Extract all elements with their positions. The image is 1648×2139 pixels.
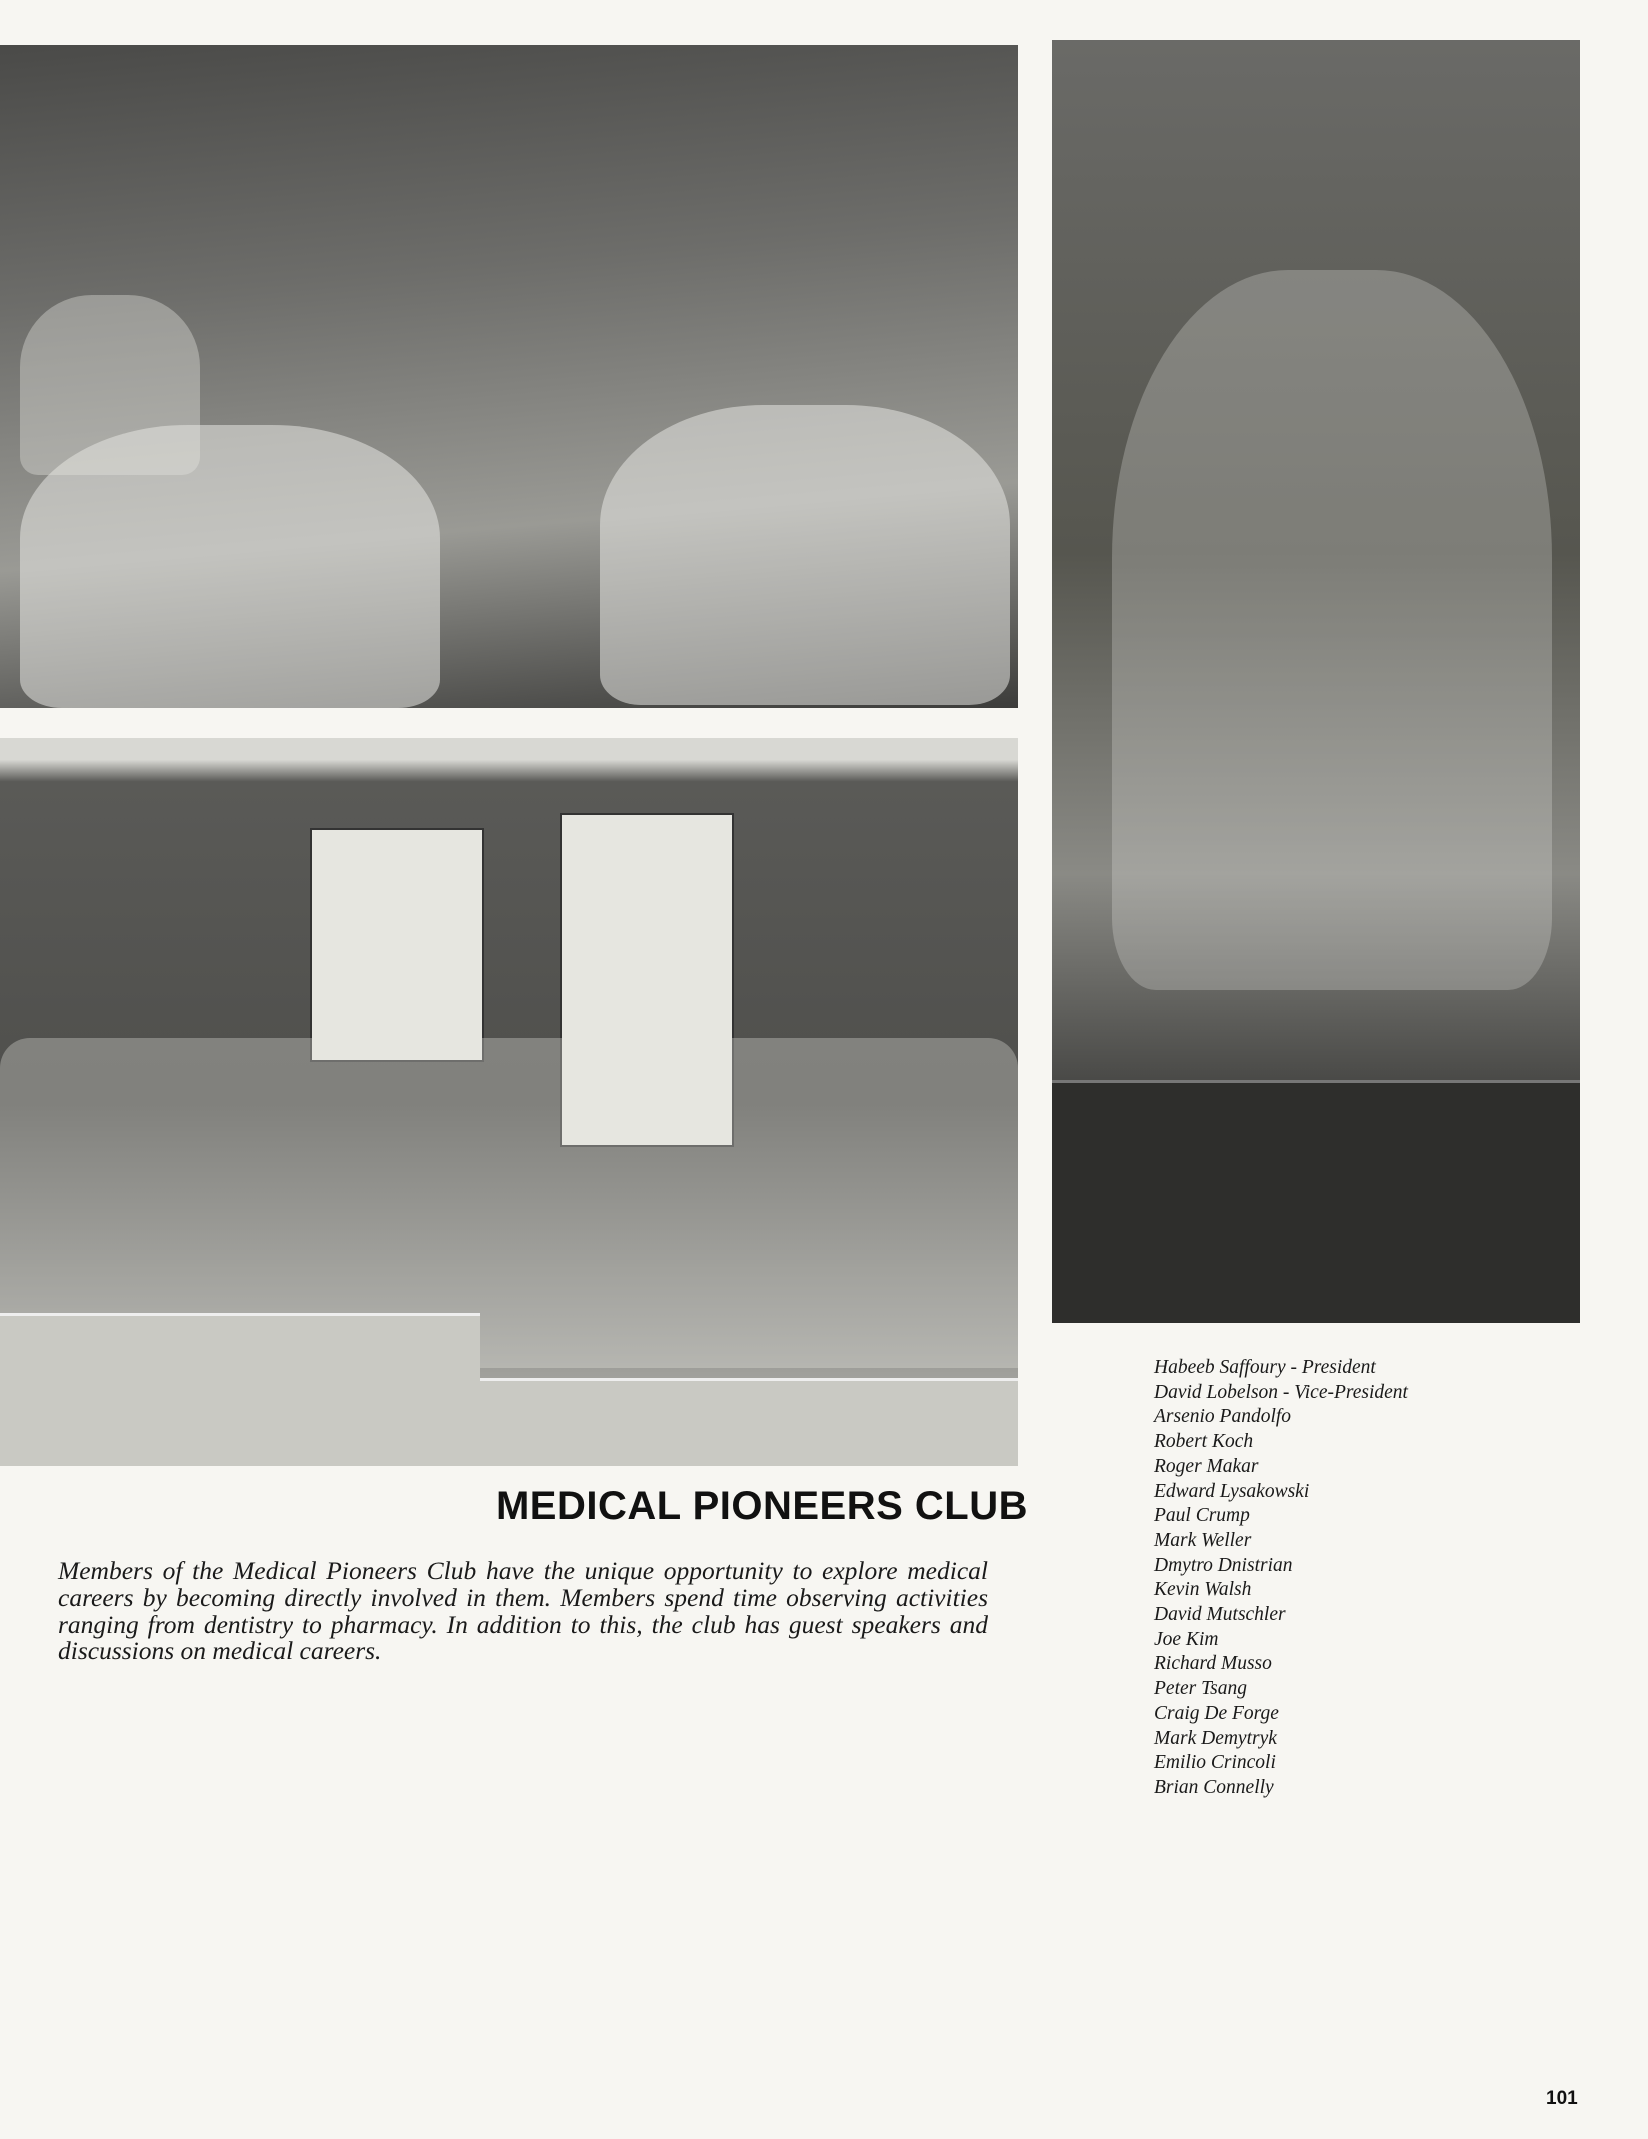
roster-item: David Mutschler (1154, 1604, 1286, 1626)
roster-item: Richard Musso (1154, 1653, 1272, 1675)
lab-bench (480, 1378, 1018, 1466)
roster-item: David Lobelson - Vice-President (1154, 1381, 1408, 1403)
roster-item: Edward Lysakowski (1154, 1480, 1310, 1502)
roster-item: Peter Tsang (1154, 1678, 1247, 1700)
roster-item: Craig De Forge (1154, 1702, 1279, 1724)
chemistry-chart (310, 828, 484, 1062)
roster-item: Emilio Crincoli (1154, 1752, 1276, 1774)
photo-lab-bench-students (0, 45, 1018, 708)
student-figure (600, 405, 1010, 705)
photo-club-group (0, 738, 1018, 1466)
page-number: 101 (1546, 2088, 1578, 2109)
student-figure (1112, 270, 1552, 990)
roster-item: Paul Crump (1154, 1505, 1250, 1527)
club-description: Members of the Medical Pioneers Club have the unique opportunity to explore medical careers by becoming directly involved in them. Members spend time observing activities ranging from dentistry to pharmacy. In addition to this, the club has guest speakers and discussions on medical careers. (58, 1556, 988, 1666)
roster-item: Dmytro Dnistrian (1154, 1554, 1293, 1576)
member-roster (1154, 1356, 1408, 1801)
lab-counter (1052, 1080, 1580, 1323)
student-figure (20, 295, 200, 475)
roster-item: Mark Weller (1154, 1529, 1252, 1551)
roster-item: Robert Koch (1154, 1431, 1254, 1453)
roster-item: Mark Demytryk (1154, 1727, 1277, 1749)
roster-item: Arsenio Pandolfo (1154, 1406, 1292, 1428)
photo-student-at-sink (1052, 40, 1580, 1323)
roster-item: Kevin Walsh (1154, 1579, 1252, 1601)
lab-bench (0, 1313, 480, 1466)
roster-item: Brian Connelly (1154, 1776, 1274, 1798)
club-title: MEDICAL PIONEERS CLUB (495, 1484, 1028, 1528)
roster-item: Roger Makar (1154, 1455, 1259, 1477)
roster-item: Joe Kim (1154, 1628, 1219, 1650)
roster-item: Habeeb Saffoury - President (1154, 1357, 1376, 1378)
